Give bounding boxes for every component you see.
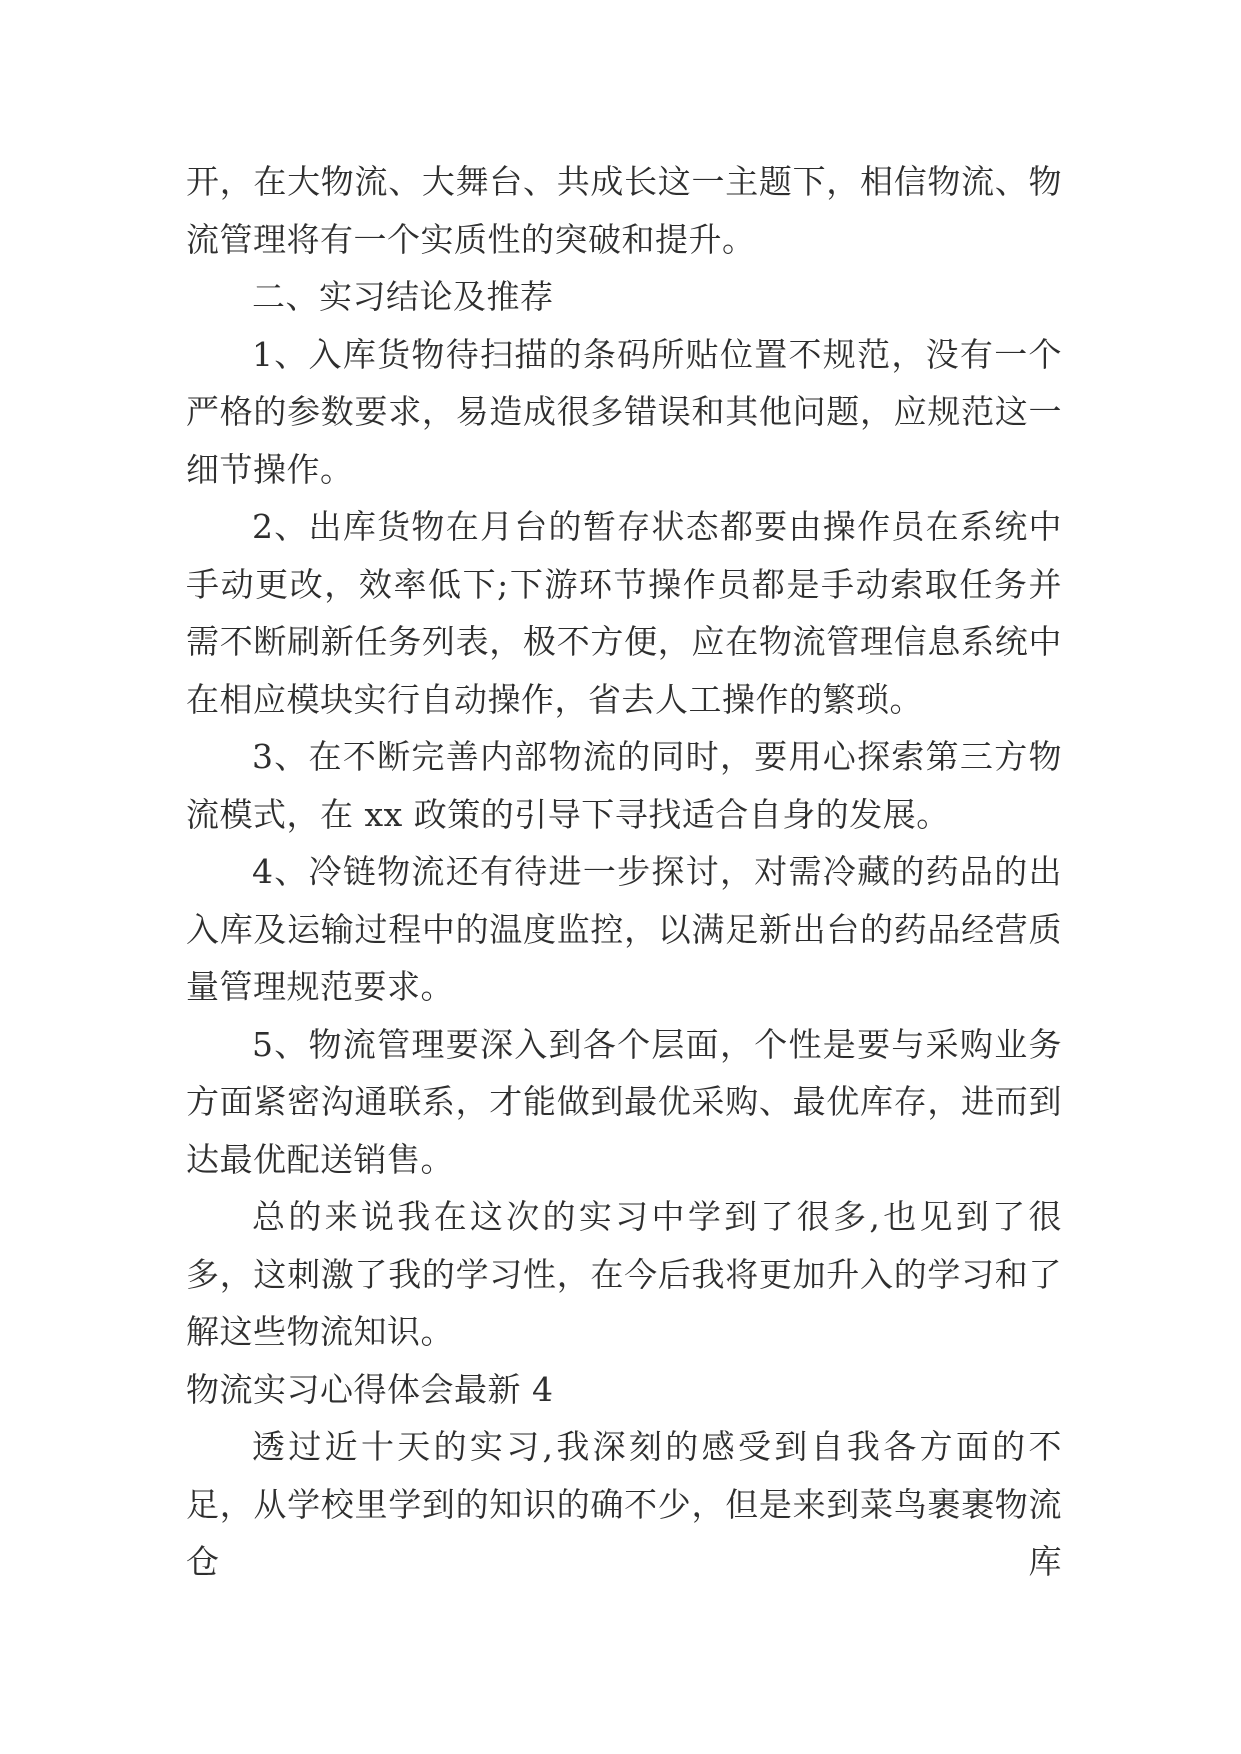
- paragraph: 4、冷链物流还有待进一步探讨，对需冷藏的药品的出入库及运输过程中的温度监控，以满足新出台的药品经营质量管理规范要求。: [186, 852, 1062, 1006]
- paragraph: 开，在大物流、大舞台、共成长这一主题下，相信物流、物流管理将有一个实质性的突破和提升。: [186, 162, 1062, 259]
- paragraph: 透过近十天的实习,我深刻的感受到自我各方面的不足，从学校里学到的知识的确不少，但是来到菜鸟裹裹物流仓库: [186, 1427, 1062, 1581]
- paragraph: 1、入库货物待扫描的条码所贴位置不规范，没有一个严格的参数要求，易造成很多错误和其他问题，应规范这一细节操作。: [186, 334, 1062, 489]
- paragraph: 总的来说我在这次的实习中学到了很多,也见到了很多，这刺激了我的学习性，在今后我将更加升入的学习和了解这些物流知识。: [186, 1197, 1062, 1351]
- paragraph: 2、出库货物在月台的暂存状态都要由操作员在系统中手动更改，效率低下;下游环节操作员都是手动索取任务并需不断刷新任务列表，极不方便，应在物流管理信息系统中在相应模块实行自动操作，省去人工操作的繁琐。: [186, 507, 1062, 719]
- paragraph: 二、实习结论及推荐: [252, 277, 554, 316]
- section-heading: 物流实习心得体会最新 4: [186, 1369, 554, 1409]
- paragraph: 3、在不断完善内部物流的同时，要用心探索第三方物流模式，在 xx 政策的引导下寻找适合自身的发展。: [186, 737, 1062, 834]
- paragraph: 5、物流管理要深入到各个层面，个性是要与采购业务方面紧密沟通联系，才能做到最优采购、最优库存，进而到达最优配送销售。: [186, 1024, 1062, 1179]
- document-body: [186, 153, 1062, 1591]
